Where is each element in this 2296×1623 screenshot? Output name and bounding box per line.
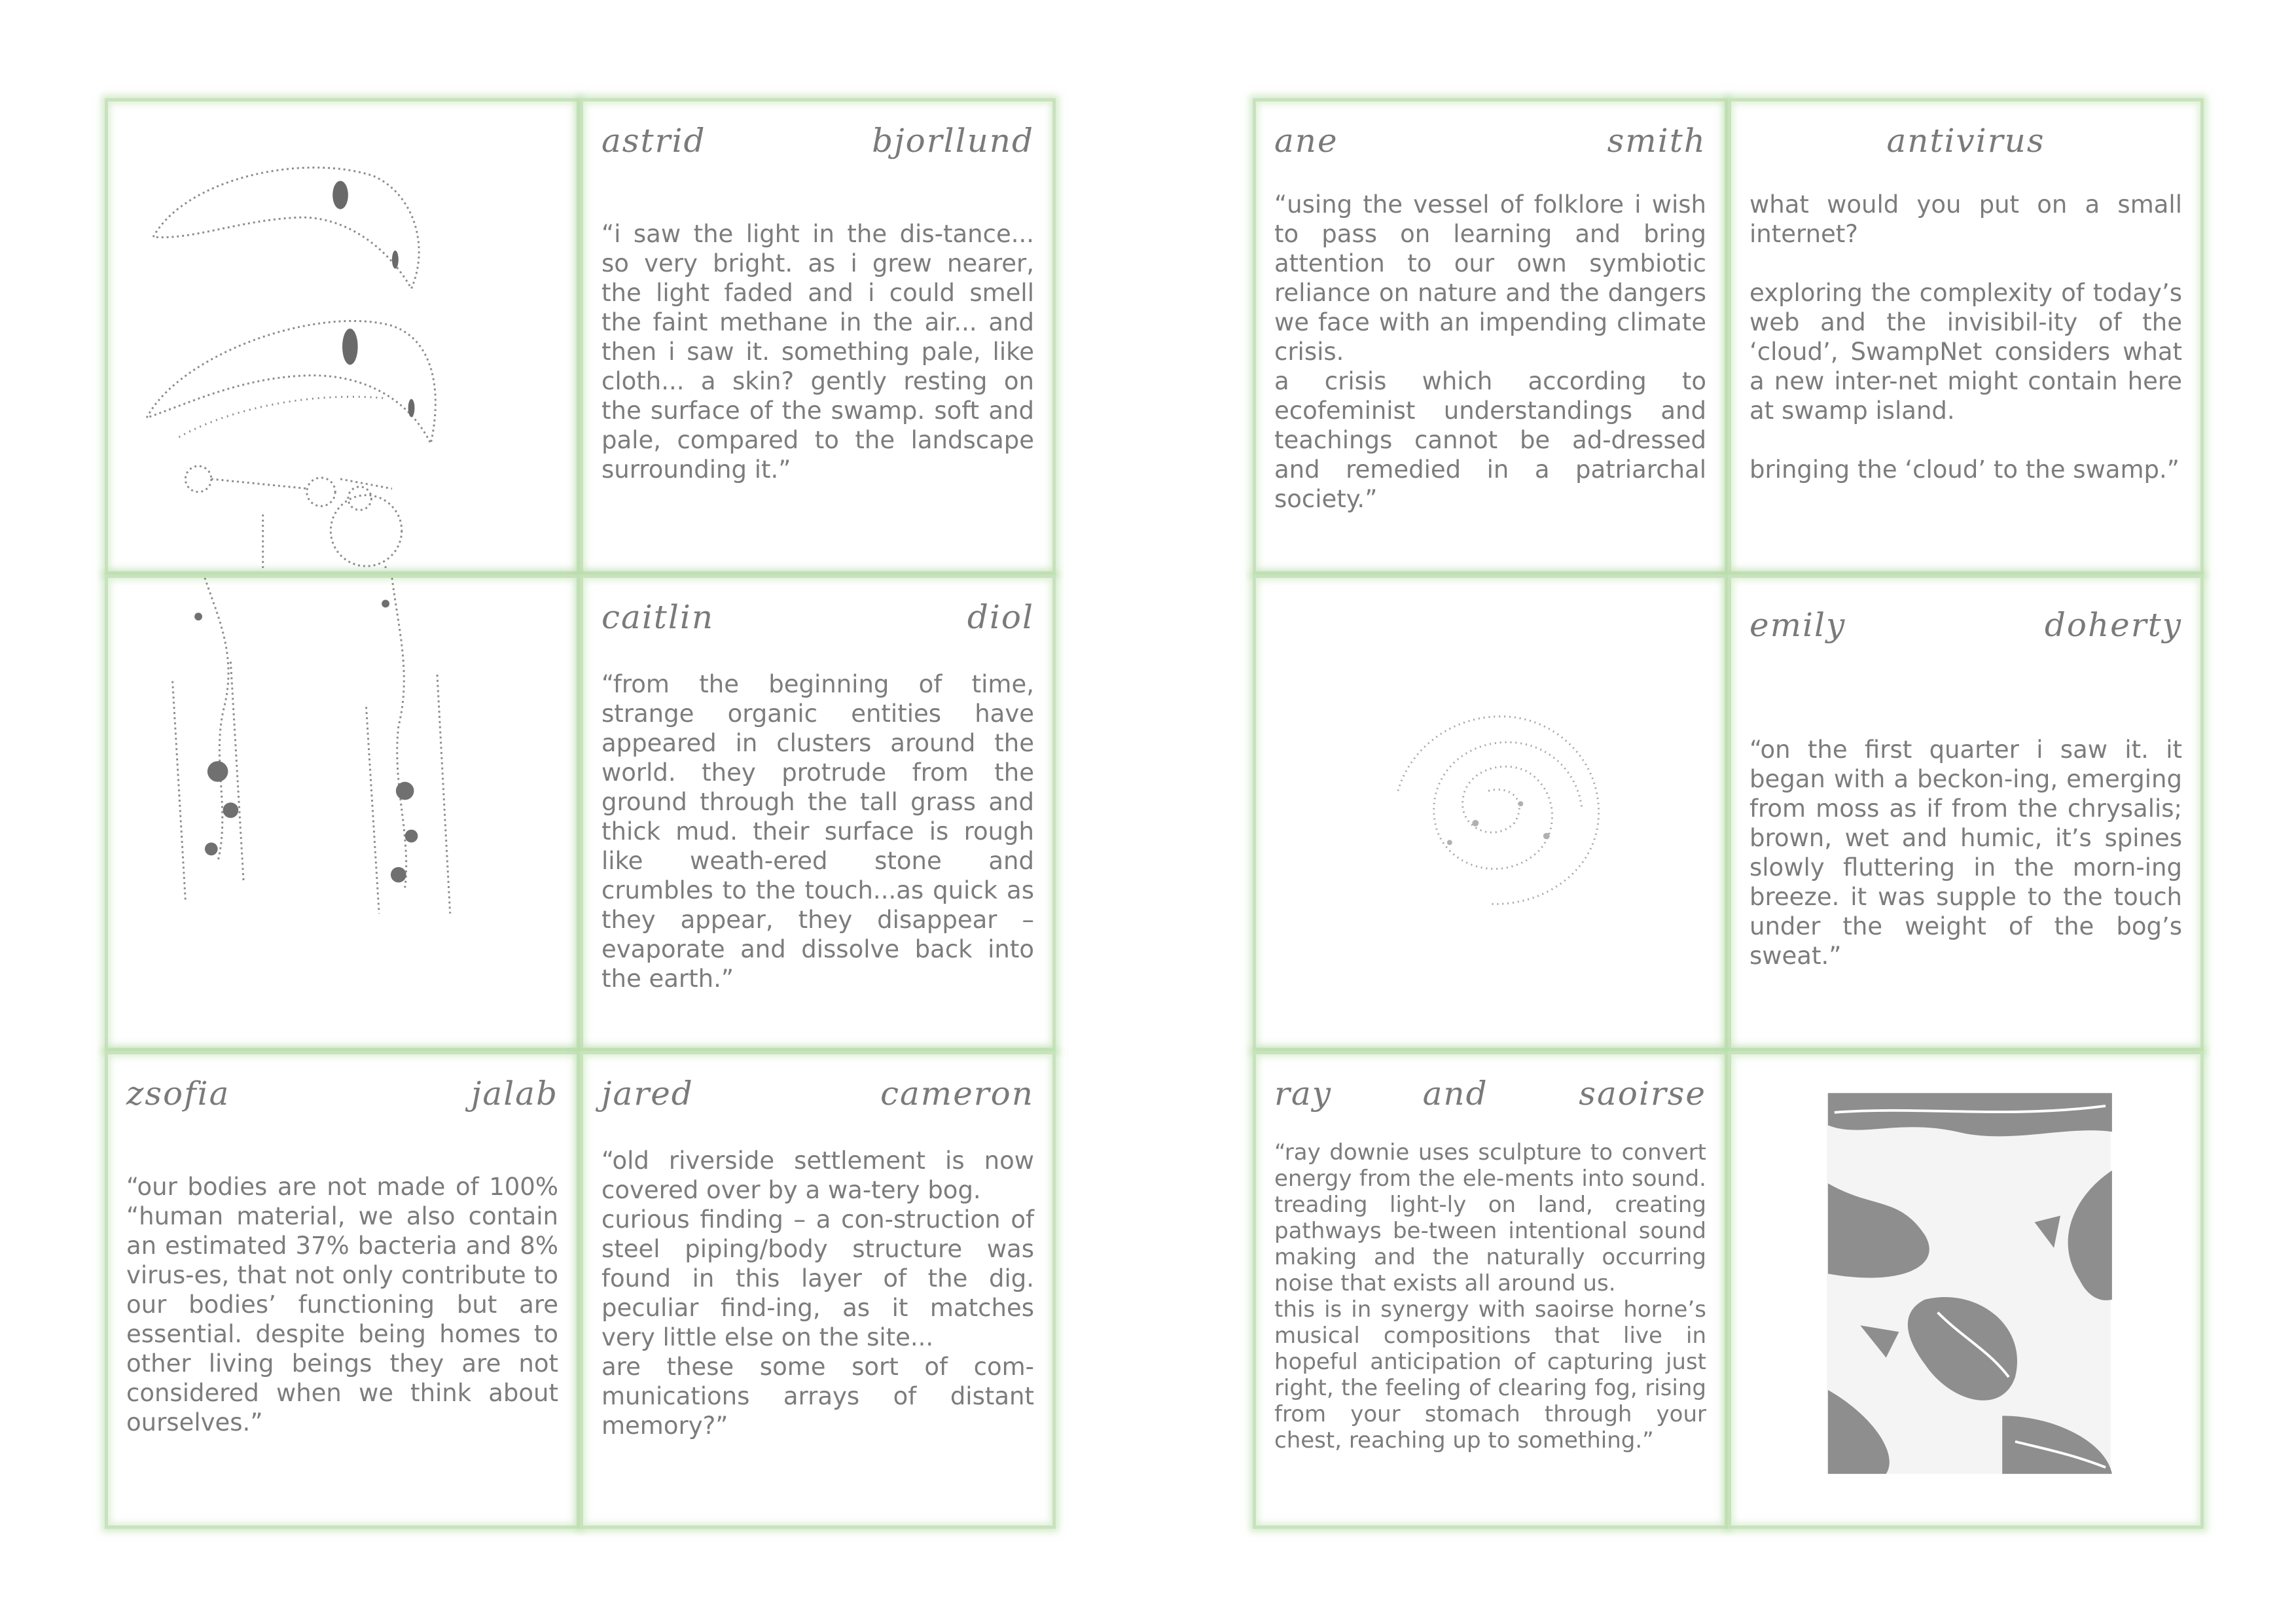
illustration-texture xyxy=(1731,1054,2200,1525)
paragraph: “old riverside settlement is now covered over by a wa-tery bog. xyxy=(601,1147,1034,1204)
entry-caitlin xyxy=(580,575,1056,1051)
entry-emily xyxy=(1728,575,2204,1051)
entry-ray-and-saoirse xyxy=(1253,1051,1728,1529)
entry-text xyxy=(601,219,1034,484)
artist-first-name: ane xyxy=(1274,122,1338,160)
artist-name xyxy=(601,120,1034,162)
illustration-cell-texture xyxy=(1728,1051,2204,1529)
paragraph: what would you put on a small internet? xyxy=(1749,190,2182,248)
entry-ane xyxy=(1253,98,1728,575)
artist-name xyxy=(601,596,1034,638)
entry-text xyxy=(1749,735,2182,971)
artist-first-name: jared xyxy=(601,1075,694,1113)
paragraph: bringing the ‘cloud’ to the swamp.” xyxy=(1749,455,2179,484)
paragraph: “on the first quarter i saw it. it began with a beckon-ing, emerging from moss as if from the chrysalis; brown, wet and humic, it’s spines slowly fluttering in the morn-ing breeze. it was supple to the touch under the weight of the bog’s sweat.” xyxy=(1749,736,2182,970)
paragraph: are these some sort of com-munications arrays of distant memory?” xyxy=(601,1353,1034,1440)
project-title xyxy=(1749,120,2182,162)
artist-first-name: zsofia xyxy=(126,1075,230,1113)
artist-first-name: caitlin xyxy=(601,598,715,636)
entry-zsofia xyxy=(105,1051,580,1529)
paragraph: “from the beginning of time, strange organic entities have appeared in clusters around the world. they protrude from the ground through the tall grass and thick mud. their surface is rough like weath-ered stone and crumbles to the touch...as quick as they appear, they disappear – evaporate and dissolve back into the earth.” xyxy=(601,670,1034,993)
artist-last-name: saoirse xyxy=(1579,1075,1706,1113)
project-title-text: antivirus xyxy=(1886,122,2045,160)
illustration-cell-arrays xyxy=(105,575,580,1051)
illustration-cell-spiral xyxy=(1253,575,1728,1051)
entry-text xyxy=(1274,1139,1706,1454)
entry-text xyxy=(1749,190,2182,484)
illustration-cell-boats xyxy=(105,98,580,575)
artist-last-name: diol xyxy=(967,598,1034,636)
paragraph: this is in synergy with saoirse horne’s musical compositions that live in hopeful anticipation of capturing just right, the feeling of clearing fog, rising from your stomach through your chest, reaching up to something.” xyxy=(1274,1296,1706,1454)
illustration-boats xyxy=(108,101,577,571)
artist-name xyxy=(601,1073,1034,1115)
artist-name xyxy=(1274,1073,1706,1115)
entry-jared xyxy=(580,1051,1056,1529)
artist-name xyxy=(126,1073,558,1115)
paragraph: exploring the complexity of today’s web and the invisibil-ity of the ‘cloud’, SwampNet considers what a new inter-net might contain here at swamp island. xyxy=(1749,279,2182,425)
paragraph: a crisis which according to ecofeminist understandings and teachings cannot be ad-dressed and remedied in a patriarchal society.” xyxy=(1274,367,1706,513)
paragraph: “our bodies are not made of 100% “human material, we also contain an estimated 37% bacteria and 8% virus-es, that not only contribute to our bodies’ functioning but are essential. despite being homes to other living beings they are not considered when we think about ourselves.” xyxy=(126,1173,558,1436)
illustration-arrays xyxy=(108,578,577,1048)
artist-last-name: smith xyxy=(1607,122,1706,160)
artist-last-name: jalab xyxy=(471,1075,558,1113)
artist-last-name: doherty xyxy=(2044,606,2182,644)
paragraph: “ray downie uses sculpture to convert energy from the ele-ments into sound. treading light-ly on land, creating pathways be-tween intentional sound making and the naturally occurring noise that exists all around us. xyxy=(1274,1139,1706,1296)
entry-text xyxy=(126,1172,558,1437)
illustration-spiral xyxy=(1256,578,1725,1048)
entry-text xyxy=(1274,190,1706,514)
artist-first-name: emily xyxy=(1749,606,1846,644)
artist-last-name: cameron xyxy=(880,1075,1034,1113)
artist-name xyxy=(1274,120,1706,162)
entry-text xyxy=(601,1146,1034,1440)
artist-conjunction: and xyxy=(1422,1075,1488,1113)
artist-name xyxy=(1749,604,2182,646)
artist-first-name: ray xyxy=(1274,1075,1332,1113)
entry-astrid xyxy=(580,98,1056,575)
paragraph: curious finding – a con-struction of steel piping/body structure was found in this layer of the dig. peculiar find-ing, as it matches very little else on the site... xyxy=(601,1205,1034,1351)
paragraph: “using the vessel of folklore i wish to pass on learning and bring attention to our own symbiotic reliance on nature and the dangers we face with an impending climate crisis. xyxy=(1274,190,1706,366)
entry-antivirus xyxy=(1728,98,2204,575)
paragraph: “i saw the light in the dis-tance... so very bright. as i grew nearer, the light faded and i could smell the faint methane in the air... and then i saw it. something pale, like cloth... a skin? gently resting on the surface of the swamp. soft and pale, compared to the landscape surrounding it.” xyxy=(601,220,1034,484)
artist-last-name: bjorllund xyxy=(872,122,1034,160)
artist-first-name: astrid xyxy=(601,122,706,160)
entry-text xyxy=(601,669,1034,993)
